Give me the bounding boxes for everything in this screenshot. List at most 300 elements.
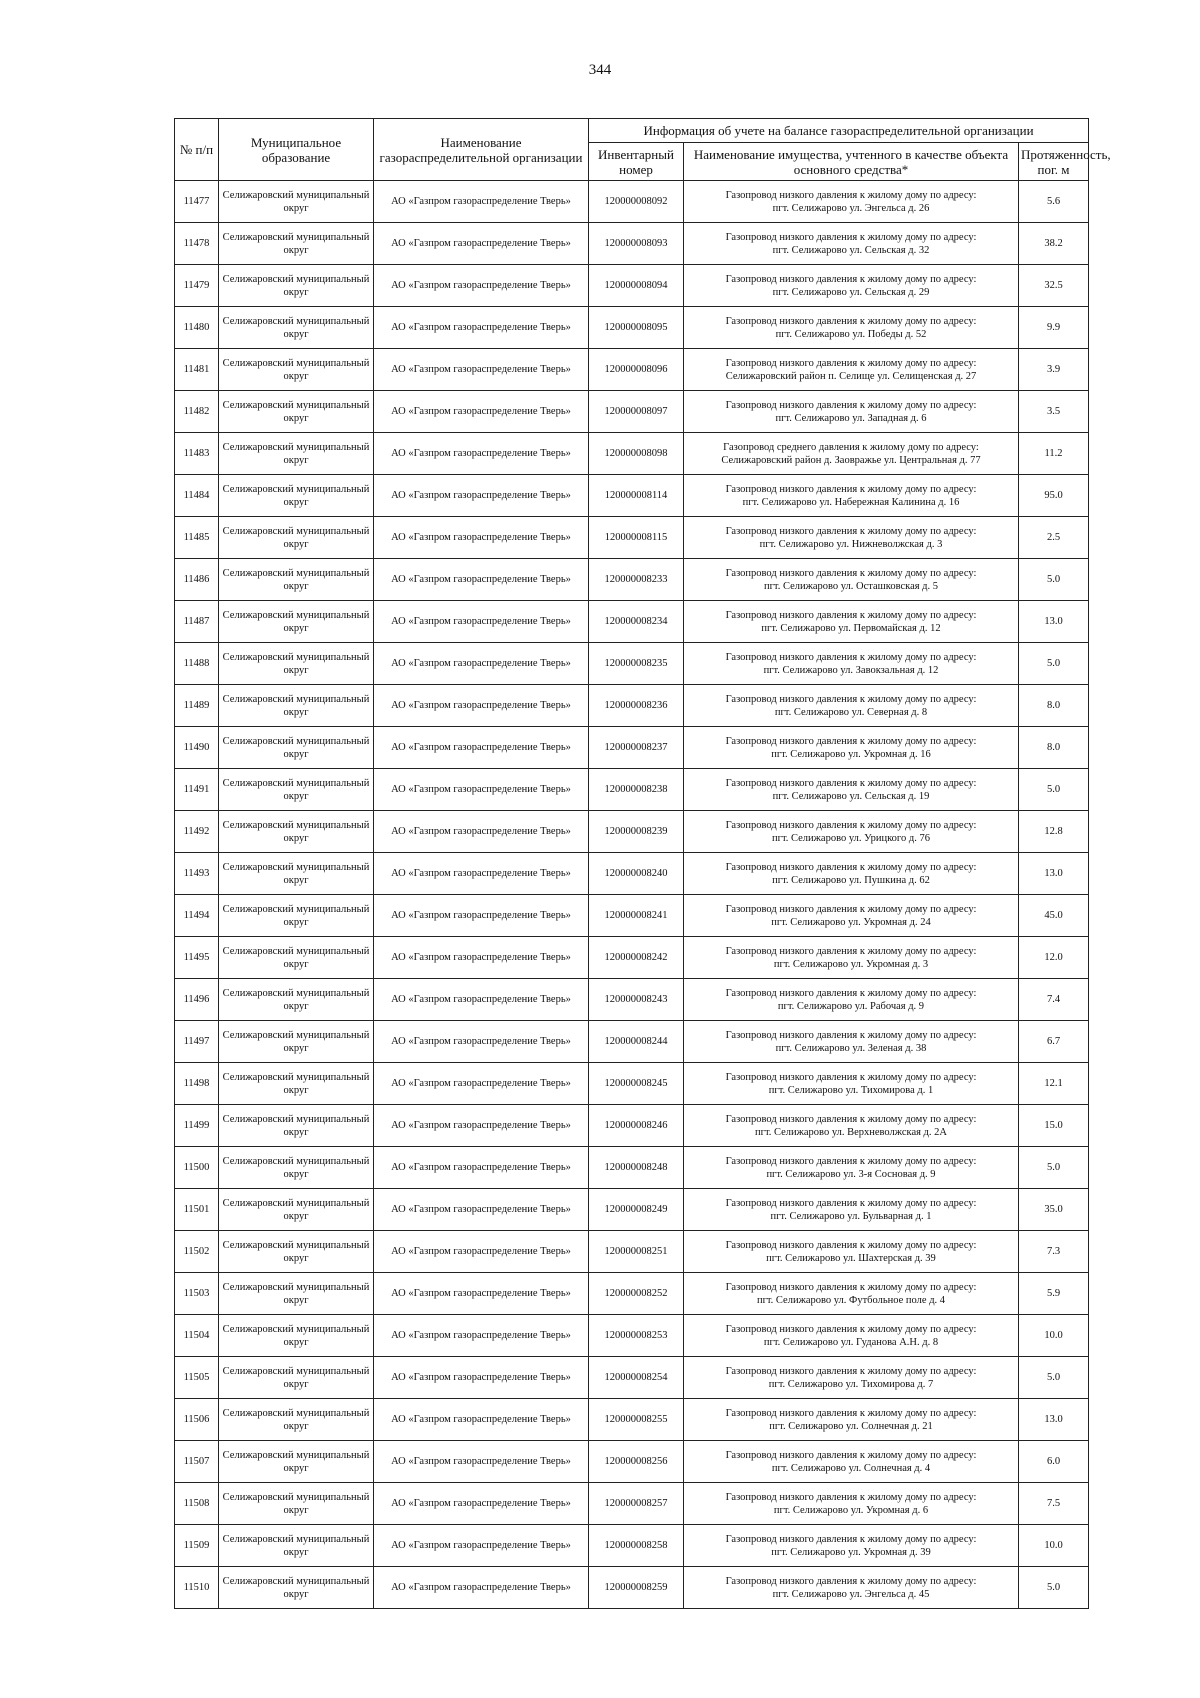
property-prefix: Газопровод низкого давления к жилому дому по адресу: (725, 1491, 977, 1503)
cell-num: 11510 (175, 1567, 219, 1609)
cell-inventory: 120000008237 (589, 727, 684, 769)
property-address: пгт. Селижарово ул. Нижневолжская д. 3 (759, 538, 943, 550)
property-address: пгт. Селижарово ул. 3-я Сосновая д. 9 (766, 1168, 936, 1180)
cell-num: 11488 (175, 643, 219, 685)
property-prefix: Газопровод низкого давления к жилому дому по адресу: (725, 1323, 977, 1335)
cell-municipality: Селижаровский муниципальный округ (219, 223, 374, 265)
cell-org: АО «Газпром газораспределение Тверь» (374, 559, 589, 601)
cell-property (684, 769, 1019, 811)
property-address: пгт. Селижарово ул. Энгельса д. 45 (772, 1588, 930, 1600)
cell-length: 11.2 (1019, 433, 1089, 475)
cell-inventory: 120000008114 (589, 475, 684, 517)
property-address: пгт. Селижарово ул. Энгельса д. 26 (772, 202, 930, 214)
cell-property (684, 517, 1019, 559)
cell-municipality: Селижаровский муниципальный округ (219, 853, 374, 895)
cell-municipality: Селижаровский муниципальный округ (219, 1399, 374, 1441)
property-prefix: Газопровод низкого давления к жилому дому по адресу: (725, 231, 977, 243)
table-row (175, 1483, 1089, 1525)
cell-org: АО «Газпром газораспределение Тверь» (374, 643, 589, 685)
property-address: Селижаровский район п. Селище ул. Селищенская д. 27 (725, 370, 977, 382)
property-prefix: Газопровод низкого давления к жилому дому по адресу: (725, 1029, 977, 1041)
cell-property (684, 895, 1019, 937)
cell-num: 11501 (175, 1189, 219, 1231)
cell-org: АО «Газпром газораспределение Тверь» (374, 1063, 589, 1105)
cell-inventory: 120000008255 (589, 1399, 684, 1441)
cell-num: 11477 (175, 181, 219, 223)
cell-org: АО «Газпром газораспределение Тверь» (374, 181, 589, 223)
cell-length: 5.6 (1019, 181, 1089, 223)
table-row (175, 181, 1089, 223)
cell-org: АО «Газпром газораспределение Тверь» (374, 601, 589, 643)
cell-municipality: Селижаровский муниципальный округ (219, 1567, 374, 1609)
cell-org: АО «Газпром газораспределение Тверь» (374, 391, 589, 433)
cell-property (684, 1483, 1019, 1525)
cell-municipality: Селижаровский муниципальный округ (219, 1147, 374, 1189)
header-org: Наименование газораспределительной организации (374, 119, 589, 181)
cell-num: 11494 (175, 895, 219, 937)
cell-inventory: 120000008096 (589, 349, 684, 391)
cell-municipality: Селижаровский муниципальный округ (219, 1189, 374, 1231)
table-row (175, 1273, 1089, 1315)
cell-property (684, 433, 1019, 475)
table-row (175, 1021, 1089, 1063)
cell-org: АО «Газпром газораспределение Тверь» (374, 1189, 589, 1231)
cell-property (684, 1231, 1019, 1273)
cell-length: 3.5 (1019, 391, 1089, 433)
cell-property (684, 1525, 1019, 1567)
cell-num: 11503 (175, 1273, 219, 1315)
cell-inventory: 120000008236 (589, 685, 684, 727)
property-prefix: Газопровод низкого давления к жилому дому по адресу: (725, 1365, 977, 1377)
table-row (175, 853, 1089, 895)
cell-property (684, 727, 1019, 769)
cell-inventory: 120000008234 (589, 601, 684, 643)
property-prefix: Газопровод низкого давления к жилому дому по адресу: (725, 1407, 977, 1419)
cell-num: 11496 (175, 979, 219, 1021)
cell-num: 11478 (175, 223, 219, 265)
table-row (175, 433, 1089, 475)
cell-num: 11492 (175, 811, 219, 853)
property-prefix: Газопровод низкого давления к жилому дому по адресу: (725, 987, 977, 999)
property-prefix: Газопровод низкого давления к жилому дому по адресу: (725, 357, 977, 369)
cell-num: 11485 (175, 517, 219, 559)
cell-num: 11491 (175, 769, 219, 811)
property-prefix: Газопровод среднего давления к жилому дому по адресу: (723, 441, 979, 453)
cell-num: 11500 (175, 1147, 219, 1189)
property-address: пгт. Селижарово ул. Урицкого д. 76 (772, 832, 930, 844)
table-row (175, 1147, 1089, 1189)
cell-num: 11493 (175, 853, 219, 895)
table-row (175, 811, 1089, 853)
cell-inventory: 120000008246 (589, 1105, 684, 1147)
cell-property (684, 1441, 1019, 1483)
cell-length: 2.5 (1019, 517, 1089, 559)
cell-num: 11499 (175, 1105, 219, 1147)
page-number: 344 (588, 62, 612, 78)
cell-org: АО «Газпром газораспределение Тверь» (374, 1483, 589, 1525)
property-prefix: Газопровод низкого давления к жилому дому по адресу: (725, 1113, 977, 1125)
cell-length: 32.5 (1019, 265, 1089, 307)
property-address: пгт. Селижарово ул. Верхневолжская д. 2А (755, 1126, 947, 1138)
property-address: пгт. Селижарово ул. Укромная д. 39 (771, 1546, 931, 1558)
cell-length: 13.0 (1019, 853, 1089, 895)
header-inventory: Инвентарный номер (589, 143, 684, 181)
table-row (175, 1231, 1089, 1273)
cell-org: АО «Газпром газораспределение Тверь» (374, 307, 589, 349)
property-address: пгт. Селижарово ул. Солнечная д. 21 (769, 1420, 933, 1432)
cell-length: 10.0 (1019, 1525, 1089, 1567)
table-row (175, 895, 1089, 937)
cell-inventory: 120000008252 (589, 1273, 684, 1315)
cell-property (684, 601, 1019, 643)
property-prefix: Газопровод низкого давления к жилому дому по адресу: (725, 273, 977, 285)
cell-num: 11489 (175, 685, 219, 727)
cell-inventory: 120000008093 (589, 223, 684, 265)
property-address: Селижаровский район д. Заовражье ул. Центральная д. 77 (721, 454, 981, 466)
cell-length: 5.0 (1019, 643, 1089, 685)
cell-length: 35.0 (1019, 1189, 1089, 1231)
table-row (175, 1399, 1089, 1441)
cell-inventory: 120000008253 (589, 1315, 684, 1357)
cell-inventory: 120000008251 (589, 1231, 684, 1273)
cell-municipality: Селижаровский муниципальный округ (219, 685, 374, 727)
cell-municipality: Селижаровский муниципальный округ (219, 643, 374, 685)
cell-municipality: Селижаровский муниципальный округ (219, 307, 374, 349)
cell-org: АО «Газпром газораспределение Тверь» (374, 433, 589, 475)
property-address: пгт. Селижарово ул. Тихомирова д. 7 (768, 1378, 934, 1390)
property-address: пгт. Селижарово ул. Укромная д. 24 (771, 916, 931, 928)
table-row (175, 769, 1089, 811)
property-prefix: Газопровод низкого давления к жилому дому по адресу: (725, 1155, 977, 1167)
cell-org: АО «Газпром газораспределение Тверь» (374, 1147, 589, 1189)
table-row (175, 223, 1089, 265)
property-address: пгт. Селижарово ул. Северная д. 8 (774, 706, 928, 718)
property-address: пгт. Селижарово ул. Набережная Калинина д. 16 (742, 496, 960, 508)
cell-property (684, 349, 1019, 391)
table-row (175, 727, 1089, 769)
property-prefix: Газопровод низкого давления к жилому дому по адресу: (725, 735, 977, 747)
cell-inventory: 120000008235 (589, 643, 684, 685)
property-address: пгт. Селижарово ул. Победы д. 52 (775, 328, 927, 340)
cell-inventory: 120000008238 (589, 769, 684, 811)
cell-property (684, 979, 1019, 1021)
table-row (175, 979, 1089, 1021)
property-prefix: Газопровод низкого давления к жилому дому по адресу: (725, 693, 977, 705)
property-address: пгт. Селижарово ул. Солнечная д. 4 (771, 1462, 931, 1474)
property-prefix: Газопровод низкого давления к жилому дому по адресу: (725, 567, 977, 579)
property-prefix: Газопровод низкого давления к жилому дому по адресу: (725, 399, 977, 411)
cell-org: АО «Газпром газораспределение Тверь» (374, 1231, 589, 1273)
cell-num: 11483 (175, 433, 219, 475)
cell-length: 13.0 (1019, 1399, 1089, 1441)
table-row (175, 1525, 1089, 1567)
cell-inventory: 120000008243 (589, 979, 684, 1021)
cell-length: 7.4 (1019, 979, 1089, 1021)
property-prefix: Газопровод низкого давления к жилому дому по адресу: (725, 1071, 977, 1083)
table-row (175, 685, 1089, 727)
cell-org: АО «Газпром газораспределение Тверь» (374, 1525, 589, 1567)
cell-org: АО «Газпром газораспределение Тверь» (374, 223, 589, 265)
cell-property (684, 811, 1019, 853)
property-prefix: Газопровод низкого давления к жилому дому по адресу: (725, 525, 977, 537)
property-prefix: Газопровод низкого давления к жилому дому по адресу: (725, 777, 977, 789)
cell-municipality: Селижаровский муниципальный округ (219, 1231, 374, 1273)
cell-inventory: 120000008254 (589, 1357, 684, 1399)
property-address: пгт. Селижарово ул. Западная д. 6 (775, 412, 927, 424)
cell-property (684, 937, 1019, 979)
cell-org: АО «Газпром газораспределение Тверь» (374, 811, 589, 853)
table-row (175, 1441, 1089, 1483)
cell-inventory: 120000008258 (589, 1525, 684, 1567)
table-row (175, 1357, 1089, 1399)
cell-org: АО «Газпром газораспределение Тверь» (374, 979, 589, 1021)
cell-inventory: 120000008249 (589, 1189, 684, 1231)
cell-inventory: 120000008233 (589, 559, 684, 601)
cell-inventory: 120000008098 (589, 433, 684, 475)
cell-length: 5.0 (1019, 1147, 1089, 1189)
header-num: № п/п (175, 119, 219, 181)
cell-municipality: Селижаровский муниципальный округ (219, 937, 374, 979)
cell-length: 15.0 (1019, 1105, 1089, 1147)
property-address: пгт. Селижарово ул. Укромная д. 16 (771, 748, 931, 760)
property-address: пгт. Селижарово ул. Зеленая д. 38 (775, 1042, 927, 1054)
cell-municipality: Селижаровский муниципальный округ (219, 1105, 374, 1147)
cell-num: 11509 (175, 1525, 219, 1567)
cell-num: 11497 (175, 1021, 219, 1063)
cell-org: АО «Газпром газораспределение Тверь» (374, 937, 589, 979)
cell-length: 12.1 (1019, 1063, 1089, 1105)
cell-org: АО «Газпром газораспределение Тверь» (374, 853, 589, 895)
cell-inventory: 120000008095 (589, 307, 684, 349)
cell-org: АО «Газпром газораспределение Тверь» (374, 349, 589, 391)
cell-org: АО «Газпром газораспределение Тверь» (374, 1567, 589, 1609)
cell-property (684, 643, 1019, 685)
cell-org: АО «Газпром газораспределение Тверь» (374, 265, 589, 307)
property-prefix: Газопровод низкого давления к жилому дому по адресу: (725, 1533, 977, 1545)
table-row (175, 517, 1089, 559)
cell-municipality: Селижаровский муниципальный округ (219, 265, 374, 307)
cell-municipality: Селижаровский муниципальный округ (219, 1273, 374, 1315)
cell-property (684, 223, 1019, 265)
cell-municipality: Селижаровский муниципальный округ (219, 895, 374, 937)
cell-org: АО «Газпром газораспределение Тверь» (374, 895, 589, 937)
property-address: пгт. Селижарово ул. Сельская д. 32 (772, 244, 930, 256)
cell-num: 11495 (175, 937, 219, 979)
cell-org: АО «Газпром газораспределение Тверь» (374, 1357, 589, 1399)
cell-num: 11498 (175, 1063, 219, 1105)
cell-municipality: Селижаровский муниципальный округ (219, 1315, 374, 1357)
cell-org: АО «Газпром газораспределение Тверь» (374, 727, 589, 769)
table-row (175, 1189, 1089, 1231)
cell-length: 7.5 (1019, 1483, 1089, 1525)
property-address: пгт. Селижарово ул. Сельская д. 19 (772, 790, 930, 802)
cell-length: 5.0 (1019, 769, 1089, 811)
cell-municipality: Селижаровский муниципальный округ (219, 727, 374, 769)
cell-length: 5.9 (1019, 1273, 1089, 1315)
cell-length: 38.2 (1019, 223, 1089, 265)
header-municipality: Муниципальное образование (219, 119, 374, 181)
table-row (175, 349, 1089, 391)
cell-municipality: Селижаровский муниципальный округ (219, 811, 374, 853)
cell-property (684, 1147, 1019, 1189)
cell-org: АО «Газпром газораспределение Тверь» (374, 475, 589, 517)
cell-length: 5.0 (1019, 1357, 1089, 1399)
property-address: пгт. Селижарово ул. Сельская д. 29 (772, 286, 930, 298)
cell-inventory: 120000008257 (589, 1483, 684, 1525)
cell-property (684, 265, 1019, 307)
property-address: пгт. Селижарово ул. Гуданова А.Н. д. 8 (763, 1336, 939, 1348)
cell-num: 11508 (175, 1483, 219, 1525)
cell-municipality: Селижаровский муниципальный округ (219, 517, 374, 559)
cell-length: 9.9 (1019, 307, 1089, 349)
cell-property (684, 1021, 1019, 1063)
property-prefix: Газопровод низкого давления к жилому дому по адресу: (725, 315, 977, 327)
property-prefix: Газопровод низкого давления к жилому дому по адресу: (725, 819, 977, 831)
header-property: Наименование имущества, учтенного в качестве объекта основного средства* (684, 143, 1019, 181)
property-address: пгт. Селижарово ул. Бульварная д. 1 (770, 1210, 932, 1222)
cell-length: 13.0 (1019, 601, 1089, 643)
property-prefix: Газопровод низкого давления к жилому дому по адресу: (725, 189, 977, 201)
cell-inventory: 120000008245 (589, 1063, 684, 1105)
cell-length: 3.9 (1019, 349, 1089, 391)
cell-org: АО «Газпром газораспределение Тверь» (374, 769, 589, 811)
table-row (175, 559, 1089, 601)
cell-num: 11479 (175, 265, 219, 307)
cell-municipality: Селижаровский муниципальный округ (219, 181, 374, 223)
cell-property (684, 1315, 1019, 1357)
table-row (175, 937, 1089, 979)
cell-property (684, 181, 1019, 223)
table-row (175, 1063, 1089, 1105)
table-row (175, 307, 1089, 349)
cell-num: 11490 (175, 727, 219, 769)
cell-num: 11507 (175, 1441, 219, 1483)
cell-org: АО «Газпром газораспределение Тверь» (374, 685, 589, 727)
cell-inventory: 120000008092 (589, 181, 684, 223)
cell-length: 10.0 (1019, 1315, 1089, 1357)
cell-inventory: 120000008242 (589, 937, 684, 979)
property-address: пгт. Селижарово ул. Шахтерская д. 39 (766, 1252, 936, 1264)
cell-length: 12.8 (1019, 811, 1089, 853)
cell-length: 8.0 (1019, 685, 1089, 727)
cell-org: АО «Газпром газораспределение Тверь» (374, 1105, 589, 1147)
cell-num: 11481 (175, 349, 219, 391)
property-prefix: Газопровод низкого давления к жилому дому по адресу: (725, 903, 977, 915)
cell-inventory: 120000008241 (589, 895, 684, 937)
cell-municipality: Селижаровский муниципальный округ (219, 1525, 374, 1567)
cell-property (684, 475, 1019, 517)
cell-property (684, 1189, 1019, 1231)
cell-municipality: Селижаровский муниципальный округ (219, 1357, 374, 1399)
cell-length: 5.0 (1019, 1567, 1089, 1609)
cell-org: АО «Газпром газораспределение Тверь» (374, 1021, 589, 1063)
cell-length: 7.3 (1019, 1231, 1089, 1273)
cell-municipality: Селижаровский муниципальный округ (219, 433, 374, 475)
cell-property (684, 559, 1019, 601)
cell-inventory: 120000008240 (589, 853, 684, 895)
table-row (175, 643, 1089, 685)
property-address: пгт. Селижарово ул. Укромная д. 6 (773, 1504, 929, 1516)
cell-length: 95.0 (1019, 475, 1089, 517)
property-prefix: Газопровод низкого давления к жилому дому по адресу: (725, 1239, 977, 1251)
property-address: пгт. Селижарово ул. Тихомирова д. 1 (768, 1084, 934, 1096)
cell-municipality: Селижаровский муниципальный округ (219, 601, 374, 643)
property-prefix: Газопровод низкого давления к жилому дому по адресу: (725, 1449, 977, 1461)
property-prefix: Газопровод низкого давления к жилому дому по адресу: (725, 945, 977, 957)
property-address: пгт. Селижарово ул. Рабочая д. 9 (777, 1000, 925, 1012)
cell-municipality: Селижаровский муниципальный округ (219, 1483, 374, 1525)
cell-municipality: Селижаровский муниципальный округ (219, 559, 374, 601)
cell-municipality: Селижаровский муниципальный округ (219, 349, 374, 391)
header-length: Протяженность, пог. м (1019, 143, 1089, 181)
cell-num: 11504 (175, 1315, 219, 1357)
cell-municipality: Селижаровский муниципальный округ (219, 391, 374, 433)
property-address: пгт. Селижарово ул. Пушкина д. 62 (772, 874, 930, 886)
table-row (175, 1567, 1089, 1609)
cell-property (684, 853, 1019, 895)
property-prefix: Газопровод низкого давления к жилому дому по адресу: (725, 1575, 977, 1587)
cell-property (684, 1273, 1019, 1315)
cell-num: 11482 (175, 391, 219, 433)
cell-org: АО «Газпром газораспределение Тверь» (374, 1441, 589, 1483)
table-row (175, 391, 1089, 433)
cell-property (684, 391, 1019, 433)
cell-length: 6.0 (1019, 1441, 1089, 1483)
cell-inventory: 120000008239 (589, 811, 684, 853)
property-prefix: Газопровод низкого давления к жилому дому по адресу: (725, 483, 977, 495)
table-body (175, 181, 1089, 1609)
cell-municipality: Селижаровский муниципальный округ (219, 1063, 374, 1105)
cell-municipality: Селижаровский муниципальный округ (219, 979, 374, 1021)
cell-property (684, 1105, 1019, 1147)
property-address: пгт. Селижарово ул. Осташковская д. 5 (763, 580, 939, 592)
property-register-table (174, 118, 1111, 1609)
cell-property (684, 1399, 1019, 1441)
cell-length: 5.0 (1019, 559, 1089, 601)
property-prefix: Газопровод низкого давления к жилому дому по адресу: (725, 861, 977, 873)
cell-municipality: Селижаровский муниципальный округ (219, 1021, 374, 1063)
cell-length: 12.0 (1019, 937, 1089, 979)
cell-org: АО «Газпром газораспределение Тверь» (374, 1273, 589, 1315)
cell-num: 11486 (175, 559, 219, 601)
cell-length: 8.0 (1019, 727, 1089, 769)
cell-inventory: 120000008097 (589, 391, 684, 433)
property-prefix: Газопровод низкого давления к жилому дому по адресу: (725, 609, 977, 621)
cell-num: 11502 (175, 1231, 219, 1273)
property-address: пгт. Селижарово ул. Укромная д. 3 (773, 958, 929, 970)
cell-inventory: 120000008094 (589, 265, 684, 307)
cell-num: 11506 (175, 1399, 219, 1441)
cell-municipality: Селижаровский муниципальный округ (219, 1441, 374, 1483)
cell-org: АО «Газпром газораспределение Тверь» (374, 517, 589, 559)
table-row (175, 1315, 1089, 1357)
cell-org: АО «Газпром газораспределение Тверь» (374, 1399, 589, 1441)
header-balance-group: Информация об учете на балансе газораспределительной организации (589, 119, 1089, 143)
cell-inventory: 120000008259 (589, 1567, 684, 1609)
table-row (175, 1105, 1089, 1147)
cell-inventory: 120000008256 (589, 1441, 684, 1483)
cell-municipality: Селижаровский муниципальный округ (219, 475, 374, 517)
property-address: пгт. Селижарово ул. Завокзальная д. 12 (763, 664, 939, 676)
cell-inventory: 120000008244 (589, 1021, 684, 1063)
cell-municipality: Селижаровский муниципальный округ (219, 769, 374, 811)
cell-num: 11487 (175, 601, 219, 643)
cell-num: 11484 (175, 475, 219, 517)
cell-num: 11480 (175, 307, 219, 349)
table-row (175, 601, 1089, 643)
cell-property (684, 1357, 1019, 1399)
property-address: пгт. Селижарово ул. Футбольное поле д. 4 (756, 1294, 946, 1306)
